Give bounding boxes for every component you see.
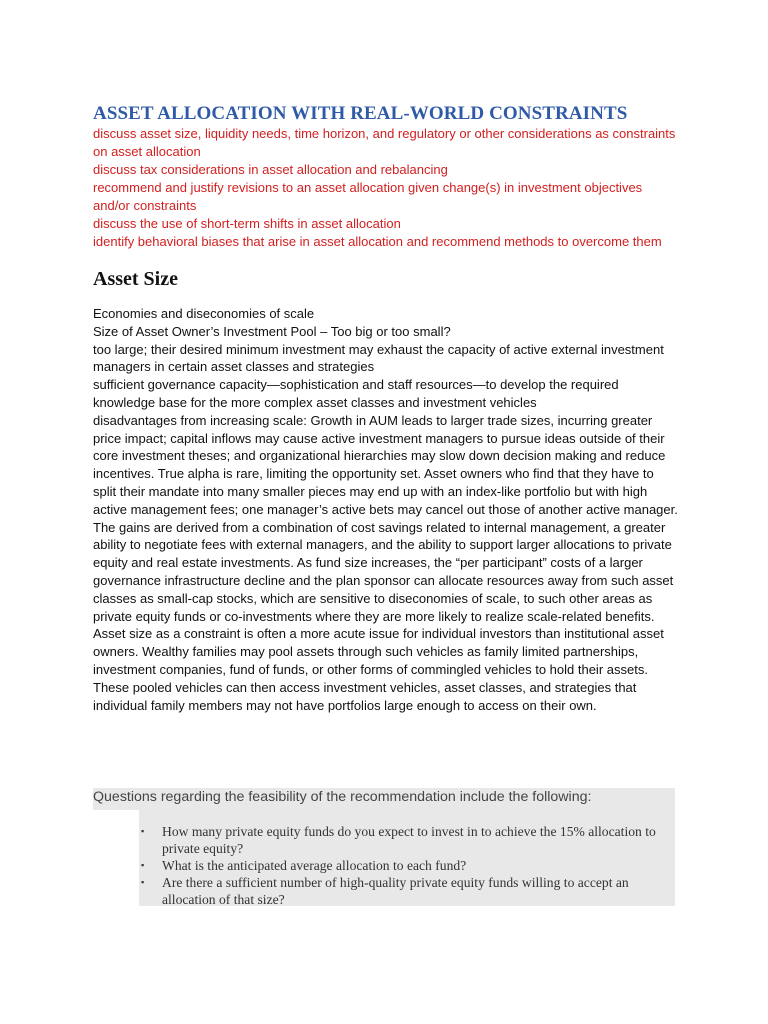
body-paragraph: Asset size as a constraint is often a more acute issue for individual investors than institutional asset owners. Wealthy families may pool assets through such vehicles as family limited partnerships, investment companies, fund of funds, or other forms of commingled vehicles to hold their assets. These pooled vehicles can then access investment vehicles, asset classes, and strategies that individual family members may not have portfolios large enough to access on their own.: [93, 626, 664, 713]
body-paragraph: The gains are derived from a combination of cost savings related to internal management, a greater ability to negotiate fees with external managers, and the ability to support larger allocations to private equity and real estate investments. As fund size increases, the “per participant” costs of a larger governance infrastructure decline and the plan sponsor can allocate resources away from such asset classes as small-cap stocks, which are sensitive to diseconomies of scale, to such other areas as private equity funds or co-investments where they are more likely to realize scale-related benefits.: [93, 519, 674, 624]
questions-list-container: [139, 810, 675, 906]
square-bullet-icon: ▪: [141, 826, 145, 836]
objective-item: discuss the use of short-term shifts in asset allocation: [93, 216, 401, 231]
question-item: [139, 857, 675, 874]
body-paragraph: sufficient governance capacity—sophistication and staff resources—to develop the required knowledge base for the more complex asset classes and investment vehicles: [93, 377, 619, 410]
feasibility-questions-box: [93, 788, 675, 908]
question-text: Are there a sufficient number of high-quality private equity funds willing to accept an allocation of that size?: [162, 875, 629, 907]
question-item: [139, 874, 675, 908]
learning-objectives-list: [93, 125, 678, 251]
questions-list: [139, 823, 675, 908]
document-page: [93, 104, 678, 714]
objective-item: identify behavioral biases that arise in asset allocation and recommend methods to overcome them: [93, 234, 662, 249]
question-item: [139, 823, 675, 857]
question-text: How many private equity funds do you expect to invest in to achieve the 15% allocation to private equity?: [162, 824, 656, 856]
square-bullet-icon: ▪: [141, 877, 145, 887]
square-bullet-icon: ▪: [141, 860, 145, 870]
questions-header: Questions regarding the feasibility of the recommendation include the following:: [93, 788, 675, 810]
objective-item: discuss asset size, liquidity needs, time horizon, and regulatory or other considerations as constraints on asset allocation: [93, 126, 676, 159]
objective-item: recommend and justify revisions to an asset allocation given change(s) in investment objectives and/or constraints: [93, 180, 643, 213]
objective-item: discuss tax considerations in asset allocation and rebalancing: [93, 162, 448, 177]
body-paragraph: Size of Asset Owner’s Investment Pool – Too big or too small?: [93, 323, 451, 339]
body-paragraph: too large; their desired minimum investment may exhaust the capacity of active external investment managers in certain asset classes and strategies: [93, 341, 664, 375]
section-body: [93, 305, 678, 714]
document-title: ASSET ALLOCATION WITH REAL-WORLD CONSTRAINTS: [93, 103, 628, 124]
body-paragraph: Economies and diseconomies of scale: [93, 306, 315, 321]
question-text: What is the anticipated average allocation to each fund?: [162, 858, 467, 873]
section-heading-asset-size: Asset Size: [93, 268, 178, 290]
body-paragraph: disadvantages from increasing scale: Growth in AUM leads to larger trade sizes, incurring greater price impact; capital inflows may cause active investment managers to pursue ideas outside of their core investment theses; and organizational hierarchies may slow down decision making and reduce incentives. True alpha is rare, limiting the opportunity set. Asset owners who find that they have to split their mandate into many smaller pieces may end up with an index-like portfolio but with high active management fees; one manager’s active bets may cancel out those of another active manager.: [93, 412, 678, 517]
